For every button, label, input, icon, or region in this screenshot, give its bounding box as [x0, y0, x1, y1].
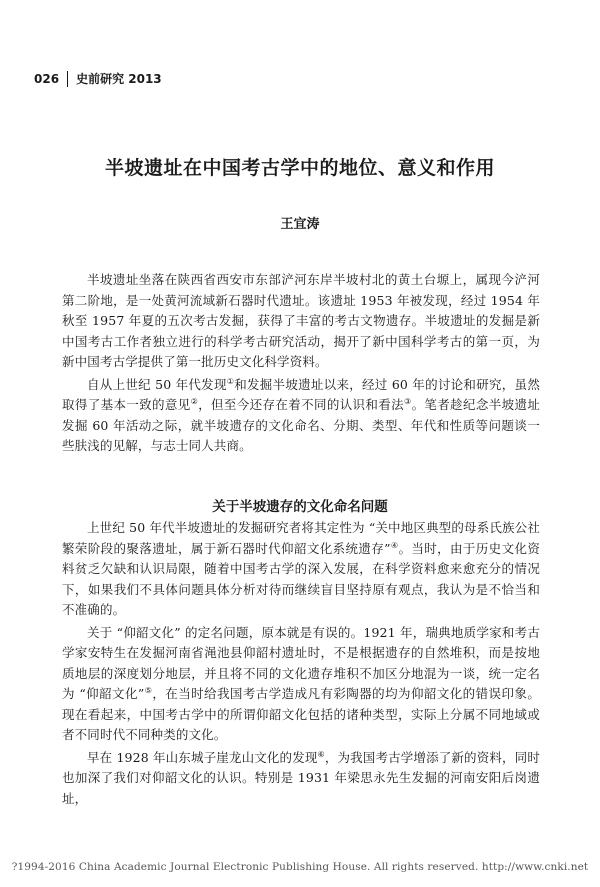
section-paragraphs — [62, 518, 540, 809]
paragraph-text: ，在当时给我国考古学造成凡有彩陶器的均为仰韶文化的错误印象。现在看起来，中国考古学中的所谓仰韶文化包括的诸种类型，实际上分属不同地域或者不同时代不同种类的文化。 — [62, 686, 540, 742]
paragraph-text: 半坡遗址坐落在陕西省西安市东部浐河东岸半坡村北的黄土台塬上，属现今浐河第二阶地，是一处黄河流域新石器时代遗址。该遗址 1953 年被发现，经过 1954 年秋至 1957 年夏的五次考古发掘，获得了丰富的考古文物遗存。半坡遗址的发掘是新中国考古工作者独立进行的科学考古研究活动，揭开了新中国科学考古的第一页，为新中国考古学提供了第一批历史文化科学资料。 — [62, 272, 540, 369]
body-paragraph — [62, 518, 540, 621]
paragraph-text: 。笔者趁纪念半坡遗址发掘 60 年活动之际，就半坡遗存的文化命名、分期、类型、年代和性质等问题谈一些肤浅的见解，与志士同人共商。 — [62, 397, 540, 453]
header-divider — [67, 71, 68, 87]
article-title: 半坡遗址在中国考古学中的地位、意义和作用 — [104, 157, 495, 179]
paragraph-text: 早在 1928 年山东城子崖龙山文化的发现 — [87, 749, 318, 765]
footnote-marker: ④ — [390, 540, 399, 550]
paragraph-text: 上世纪 50 年代半坡遗址的发掘研究者将其定性为 “关中地区典型的母系氏族公社繁荣阶段的聚落遗址，属于新石器时代仰韶文化系统遗存” — [62, 520, 540, 556]
footnote-marker: ⑤ — [144, 685, 153, 695]
intro-paragraphs — [62, 270, 540, 457]
footnote-marker: ③ — [404, 396, 412, 406]
paragraph-text: ，但至今还存在着不同的认识和看法 — [198, 397, 405, 412]
body-paragraph — [62, 748, 540, 810]
body-paragraph — [62, 270, 540, 373]
page-number: 026 — [34, 71, 60, 86]
paragraph-text: 。当时，由于历史文化资料贫乏欠缺和认识局限，随着中国考古学的深入发展，在科学资料愈来愈充分的情况下，如果我们不具体问题具体分析对待而继续盲目坚持原有观点，我认为是不恰当和不准确的。 — [62, 540, 540, 617]
body-paragraph — [62, 375, 540, 457]
running-header — [34, 70, 162, 87]
paragraph-text: 自从上世纪 50 年代发现 — [87, 376, 227, 392]
body-paragraph — [62, 623, 540, 746]
paragraph-text: 和发掘半坡遗址以来，经过 60 年的讨论和研究，虽然取得了基本一致的意见 — [62, 376, 540, 412]
paragraph-text: ，为我国考古学增添了新的资料，同时也加深了我们对仰韶文化的认识。特别是 1931 年梁思永先生发掘的河南安阳后岗遗址， — [62, 749, 540, 806]
footnote-marker: ② — [190, 396, 199, 406]
section-title: 关于半坡遗存的文化命名问题 — [212, 499, 388, 515]
footnote-marker: ⑥ — [317, 749, 325, 759]
paragraph-text: 关于 “仰韶文化” 的定名问题，原本就是有误的。1921 年，瑞典地质学家和考古学家安特生在发掘河南省渑池县仰韶村遗址时，不是根据遗存的自然堆积，而是按地质地层的深度划分地层，并且将不同的文化遗存堆积不加区分地混为一谈，统一定名为 “仰韶文化” — [62, 624, 540, 701]
article-author: 王宜涛 — [280, 217, 320, 232]
copyright-footer: ?1994-2016 China Academic Journal Electronic Publishing House. All rights reserved. http://www.cnki.net — [11, 861, 589, 873]
footnote-marker: ① — [226, 376, 235, 386]
journal-name: 史前研究 2013 — [76, 72, 162, 86]
